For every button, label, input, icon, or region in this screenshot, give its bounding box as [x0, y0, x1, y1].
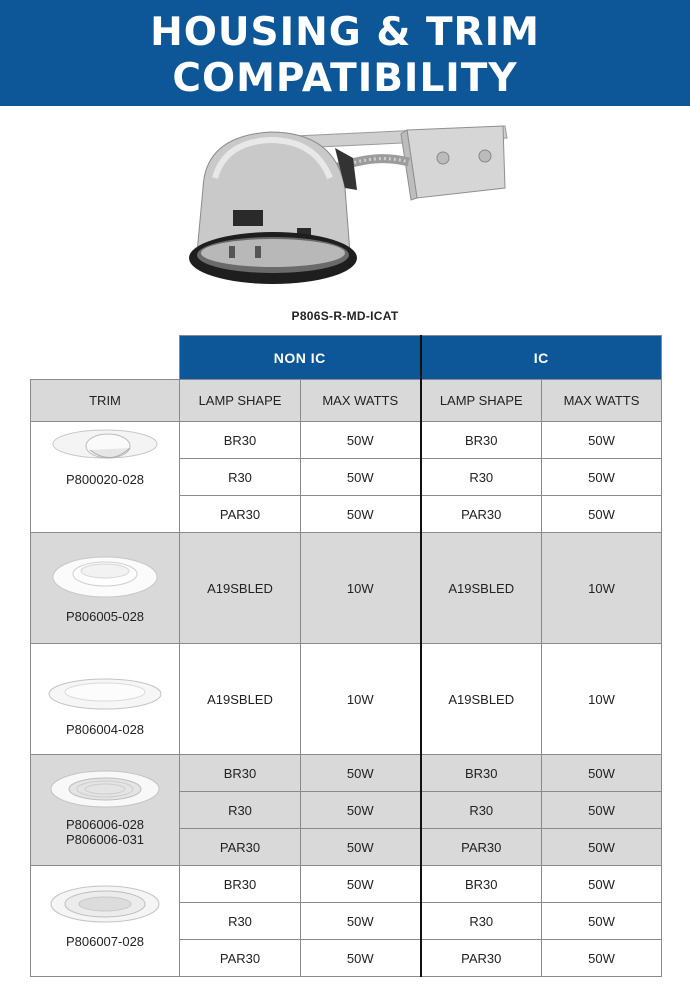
product-model-label: P806S-R-MD-ICAT	[291, 309, 399, 323]
non-ic-watts-cell: 10W	[301, 644, 421, 755]
ic-watts-cell: 10W	[542, 644, 662, 755]
trim-code: P806004-028	[65, 722, 145, 737]
non-ic-lamp-cell: A19SBLED	[180, 533, 301, 644]
ic-lamp-cell: A19SBLED	[421, 644, 542, 755]
non-ic-watts-cell: 50W	[301, 755, 421, 792]
column-header-lamp-shape: LAMP SHAPE	[421, 380, 542, 422]
column-header-lamp-shape: LAMP SHAPE	[180, 380, 301, 422]
trim-cell	[31, 866, 180, 977]
trim-cell	[31, 644, 180, 755]
table-corner	[31, 336, 180, 380]
ic-lamp-cell: PAR30	[421, 829, 542, 866]
non-ic-watts-cell: 50W	[301, 459, 421, 496]
group-header-ic: IC	[421, 336, 662, 380]
non-ic-watts-cell: 10W	[301, 533, 421, 644]
housing-product-image	[185, 118, 515, 298]
column-header-max-watts: MAX WATTS	[542, 380, 662, 422]
ic-watts-cell: 50W	[542, 866, 662, 903]
title-banner	[0, 0, 690, 106]
ic-lamp-cell: BR30	[421, 422, 542, 459]
non-ic-watts-cell: 50W	[301, 903, 421, 940]
non-ic-lamp-cell: R30	[180, 903, 301, 940]
ic-watts-cell: 50W	[542, 903, 662, 940]
table-row	[31, 533, 662, 644]
ic-lamp-cell: R30	[421, 903, 542, 940]
ic-watts-cell: 10W	[542, 533, 662, 644]
non-ic-lamp-cell: BR30	[180, 422, 301, 459]
ic-lamp-cell: PAR30	[421, 940, 542, 977]
ic-lamp-cell: PAR30	[421, 496, 542, 533]
title-line-2: COMPATIBILITY	[172, 56, 518, 101]
trim-code: P806006-028	[65, 817, 145, 832]
ic-lamp-cell: R30	[421, 459, 542, 496]
non-ic-lamp-cell: R30	[180, 792, 301, 829]
trim-cell	[31, 755, 180, 866]
ic-lamp-cell: R30	[421, 792, 542, 829]
ic-watts-cell: 50W	[542, 459, 662, 496]
ic-watts-cell: 50W	[542, 792, 662, 829]
compatibility-table	[30, 335, 662, 977]
reflector-trim-icon	[47, 880, 163, 934]
trim-cell	[31, 533, 180, 644]
non-ic-lamp-cell: PAR30	[180, 829, 301, 866]
lens-trim-icon	[50, 547, 160, 609]
non-ic-lamp-cell: PAR30	[180, 496, 301, 533]
non-ic-watts-cell: 50W	[301, 792, 421, 829]
ic-watts-cell: 50W	[542, 755, 662, 792]
non-ic-lamp-cell: BR30	[180, 866, 301, 903]
group-header-non-ic: NON IC	[180, 336, 421, 380]
title-line-1: HOUSING & TRIM	[150, 10, 540, 55]
non-ic-watts-cell: 50W	[301, 496, 421, 533]
trim-cell	[31, 422, 180, 533]
non-ic-watts-cell: 50W	[301, 940, 421, 977]
non-ic-lamp-cell: R30	[180, 459, 301, 496]
baffle-trim-icon	[47, 765, 163, 817]
column-header-trim: TRIM	[31, 380, 180, 422]
non-ic-watts-cell: 50W	[301, 422, 421, 459]
non-ic-watts-cell: 50W	[301, 866, 421, 903]
non-ic-watts-cell: 50W	[301, 829, 421, 866]
table-row	[31, 866, 662, 903]
ic-lamp-cell: A19SBLED	[421, 533, 542, 644]
ic-watts-cell: 50W	[542, 829, 662, 866]
flat-lens-trim-icon	[45, 672, 165, 722]
non-ic-lamp-cell: BR30	[180, 755, 301, 792]
table-row	[31, 644, 662, 755]
column-header-max-watts: MAX WATTS	[301, 380, 421, 422]
ic-lamp-cell: BR30	[421, 866, 542, 903]
ic-watts-cell: 50W	[542, 422, 662, 459]
eyeball-trim-icon	[50, 422, 160, 472]
table-row	[31, 422, 662, 459]
non-ic-lamp-cell: PAR30	[180, 940, 301, 977]
trim-code: P806005-028	[65, 609, 145, 624]
trim-code: P800020-028	[65, 472, 145, 487]
ic-watts-cell: 50W	[542, 496, 662, 533]
table-row	[31, 755, 662, 792]
trim-code: P806007-028	[65, 934, 145, 949]
ic-watts-cell: 50W	[542, 940, 662, 977]
trim-code: P806006-031	[65, 832, 145, 847]
ic-lamp-cell: BR30	[421, 755, 542, 792]
non-ic-lamp-cell: A19SBLED	[180, 644, 301, 755]
